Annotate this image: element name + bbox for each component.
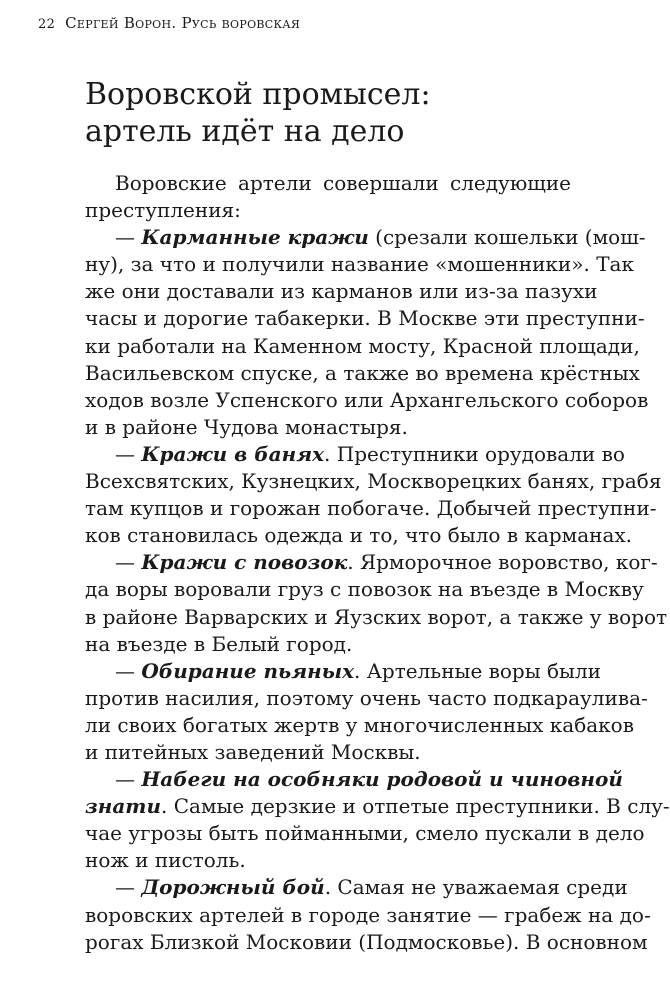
chapter-title-line-2: артель идёт на дело [85, 114, 405, 149]
running-header [38, 14, 300, 32]
text-line: рогах Близкой Московии (Подмосковье). В основном [85, 929, 648, 954]
term-bathhouse-theft: Кражи в банях [141, 441, 325, 466]
text-line: и питейных заведений Москвы. [85, 739, 421, 764]
text-line: же они доставали из карманов или из-за пазухи [85, 279, 598, 304]
term-mansion-raids-cont: знати [85, 794, 162, 819]
text-line: ки работали на Каменном мосту, Красной площади, [85, 333, 640, 358]
term-road-robbery: Дорожный бой [141, 875, 325, 900]
text-line [85, 793, 670, 820]
term-cart-theft: Кражи с повозок [141, 550, 348, 575]
text-line: на въезде в Белый город. [85, 631, 353, 656]
term-robbing-drunks: Обирание пьяных [141, 658, 355, 683]
text-segment: (срезали кошельки (мош- [368, 225, 646, 250]
text-line: ков становилась одежда и то, что было в карманах. [85, 523, 633, 548]
text-segment: . Преступники орудовали во [324, 441, 625, 466]
text-line: Васильевском спуске, а также во времена крёстных [85, 360, 640, 385]
running-title: Сергей Ворон. Русь воровская [65, 14, 301, 32]
text-line: ли своих богатых жертв у многочисленных кабаков [85, 712, 634, 737]
page-number: 22 [38, 17, 56, 32]
list-dash: — [115, 875, 142, 900]
text-segment: . Самые дерзкие и отпетые преступники. В слу- [161, 794, 670, 819]
text-line: Всехсвятских, Кузнецких, Москворецких банях, грабя [85, 469, 662, 494]
text-line: Воровские артели совершали следующие [115, 171, 571, 195]
text-line: и в районе Чудова монастыря. [85, 414, 408, 439]
text-line: ну), за что и получили название «мошенники». Так [85, 252, 634, 277]
text-line: в районе Варварских и Яузских ворот, а также у ворот [85, 604, 668, 629]
text-line [85, 441, 625, 468]
list-dash: — [115, 225, 142, 250]
text-line: ходов возле Успенского или Архангельского соборов [85, 387, 649, 412]
text-line: преступления: [85, 198, 241, 223]
term-pickpocketing: Карманные кражи [141, 225, 369, 250]
text-line: нож и пистоль. [85, 848, 246, 873]
text-line: там купцов и горожан побогаче. Добычей преступни- [85, 496, 657, 521]
list-dash: — [115, 550, 142, 575]
text-line: против насилия, поэтому очень часто подкараулива- [85, 685, 648, 710]
chapter-title-line-1: Воровской промысел: [85, 77, 431, 112]
text-line [85, 549, 658, 576]
list-dash: — [115, 658, 142, 683]
text-line: чае угрозы быть пойманными, смело пускали в дело [85, 821, 645, 846]
body-text [85, 170, 670, 956]
text-segment: . Артельные воры были [354, 658, 602, 683]
list-dash: — [115, 767, 142, 792]
text-line [85, 874, 628, 901]
text-segment: . Ярморочное воровство, ког- [347, 550, 658, 575]
text-line [85, 766, 623, 793]
text-line [85, 224, 646, 251]
term-mansion-raids: Набеги на особняки родовой и чиновной [141, 767, 623, 792]
text-line: да воры воровали груз с повозок на въезде в Москву [85, 577, 644, 602]
list-dash: — [115, 441, 142, 466]
text-line: воровских артелей в городе занятие — грабеж на до- [85, 902, 651, 927]
text-line: часы и дорогие табакерки. В Москве эти преступни- [85, 306, 645, 331]
text-line [85, 658, 602, 685]
chapter-title [85, 76, 431, 150]
text-segment: . Самая не уважаемая среди [324, 875, 628, 900]
